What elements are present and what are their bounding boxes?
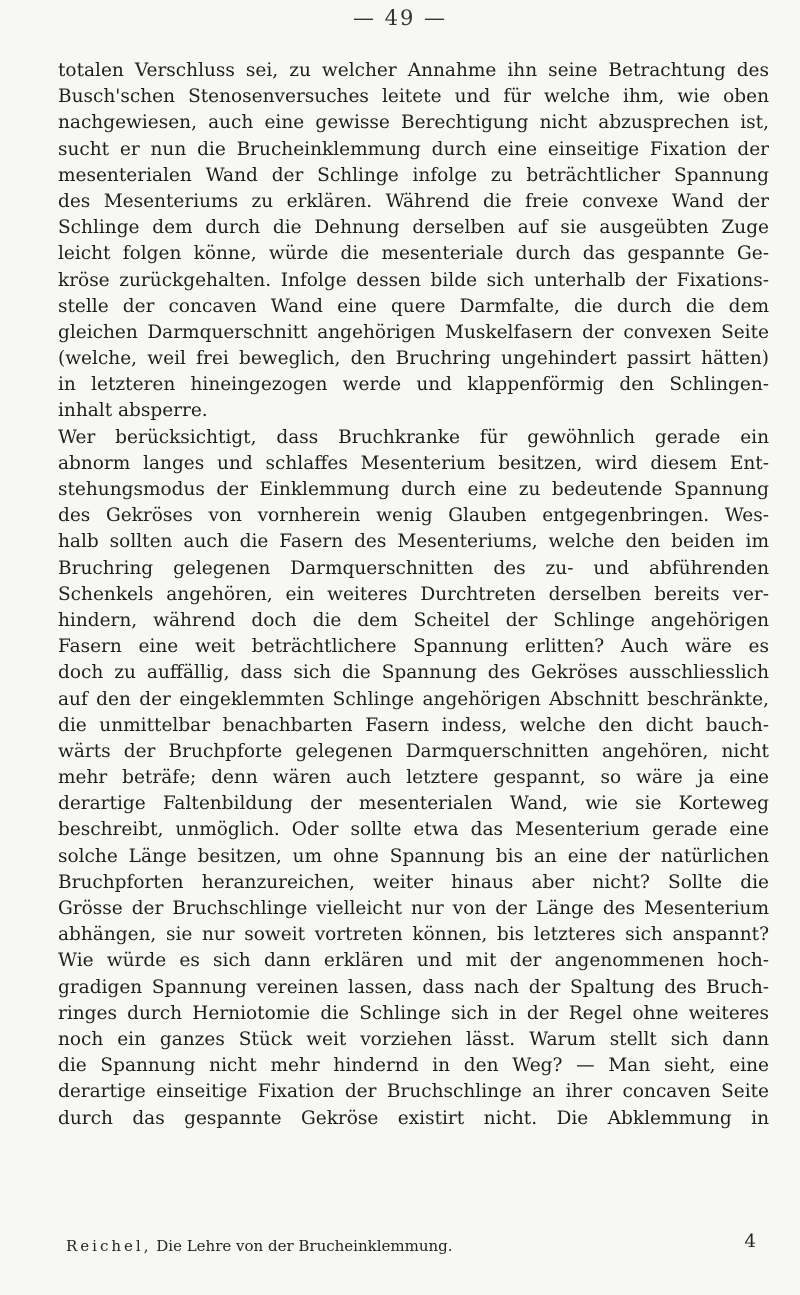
text-line: Busch'schen Stenosenversuches leitete und für welche ihm, wie oben [58, 86, 769, 108]
text-line: solche Länge besitzen, um ohne Spannung bis an eine der natürlichen [58, 845, 769, 867]
text-line: Wer berücksichtigt, dass Bruchkranke für gewöhnlich gerade ein [58, 426, 769, 448]
text-line: Bruchring gelegenen Darmquerschnitten des zu- und abführenden [58, 557, 769, 579]
text-line: nachgewiesen, auch eine gewisse Berechtigung nicht abzusprechen ist, [58, 112, 769, 134]
signature-mark: 4 [744, 1231, 756, 1252]
text-line: (welche, weil frei beweglich, den Bruchring ungehindert passirt hätten) [58, 348, 769, 370]
text-line: Schlinge dem durch die Dehnung derselben auf sie ausgeübten Zuge [58, 217, 769, 239]
text-line: stehungsmodus der Einklemmung durch eine zu bedeutende Spannung [58, 479, 769, 500]
text-line: totalen Verschluss sei, zu welcher Annahme ihn seine Betrachtung des [58, 60, 769, 81]
text-line: mehr beträfe; denn wären auch letztere gespannt, so wäre ja eine [58, 767, 769, 789]
footer-author: Reichel, [66, 1237, 152, 1255]
text-line: gleichen Darmquerschnitt angehörigen Muskelfasern der convexen Seite [58, 321, 769, 343]
text-line: derartige einseitige Fixation der Bruchschlinge an ihrer concaven Seite [58, 1081, 769, 1103]
text-line: Bruchpforten heranzureichen, weiter hinaus aber nicht? Sollte die [58, 871, 769, 893]
text-line: auf den der eingeklemmten Schlinge angehörigen Abschnitt beschränkte, [58, 688, 769, 710]
text-line: die unmittelbar benachbarten Fasern indess, welche den dicht bauch- [58, 714, 769, 736]
text-line: inhalt absperre. [58, 400, 208, 422]
body-text [58, 58, 769, 1132]
text-line: mesenterialen Wand der Schlinge infolge zu beträchtlicher Spannung [58, 164, 769, 186]
text-line: durch das gespannte Gekröse existirt nicht. Die Abklemmung in [58, 1107, 769, 1129]
text-line: Grösse der Bruchschlinge vielleicht nur von der Länge des Mesenterium [58, 898, 769, 919]
text-line: kröse zurückgehalten. Infolge dessen bilde sich unterhalb der Fixations- [58, 269, 769, 291]
text-line: Fasern eine weit beträchtlichere Spannung erlitten? Auch wäre es [58, 636, 769, 658]
text-line: Schenkels angehören, ein weiteres Durchtreten derselben bereits ver- [58, 583, 769, 605]
page-number: — 49 — [352, 6, 448, 30]
text-line: abnorm langes und schlaffes Mesenterium besitzen, wird diesem Ent- [58, 452, 769, 474]
text-line: gradigen Spannung vereinen lassen, dass nach der Spaltung des Bruch- [58, 976, 769, 998]
text-line: stelle der concaven Wand eine quere Darmfalte, die durch die dem [58, 295, 769, 317]
text-line: ringes durch Herniotomie die Schlinge sich in der Regel ohne weiteres [58, 1002, 769, 1024]
text-line: leicht folgen könne, würde die mesenteriale durch das gespannte Ge- [58, 243, 769, 265]
footer-title: Die Lehre von der Brucheinklemmung. [151, 1237, 453, 1255]
footer [66, 1231, 756, 1255]
text-line: sucht er nun die Brucheinklemmung durch eine einseitige Fixation der [58, 138, 769, 160]
text-line: des Gekröses von vornherein wenig Glauben entgegenbringen. Wes- [58, 505, 769, 527]
text-line: beschreibt, unmöglich. Oder sollte etwa das Mesenterium gerade eine [58, 819, 769, 841]
text-line: noch ein ganzes Stück weit vorziehen lässt. Warum stellt sich dann [58, 1028, 769, 1050]
text-line: die Spannung nicht mehr hindernd in den Weg? — Man sieht, eine [58, 1055, 769, 1077]
text-line: wärts der Bruchpforte gelegenen Darmquerschnitten angehören, nicht [58, 740, 769, 762]
text-line: des Mesenteriums zu erklären. Während die freie convexe Wand der [58, 190, 769, 212]
text-line: in letzteren hineingezogen werde und klappenförmig den Schlingen- [58, 374, 769, 396]
text-line: derartige Faltenbildung der mesenterialen Wand, wie sie Korteweg [58, 793, 769, 815]
text-line: halb sollten auch die Fasern des Mesenteriums, welche den beiden im [58, 531, 769, 553]
text-line: Wie würde es sich dann erklären und mit der angenommenen hoch- [58, 950, 769, 972]
text-line: hindern, während doch die dem Scheitel der Schlinge angehörigen [58, 609, 769, 631]
text-line: abhängen, sie nur soweit vortreten können, bis letzteres sich anspannt? [58, 924, 769, 946]
text-line: doch zu auffällig, dass sich die Spannung des Gekröses ausschliesslich [58, 662, 769, 684]
